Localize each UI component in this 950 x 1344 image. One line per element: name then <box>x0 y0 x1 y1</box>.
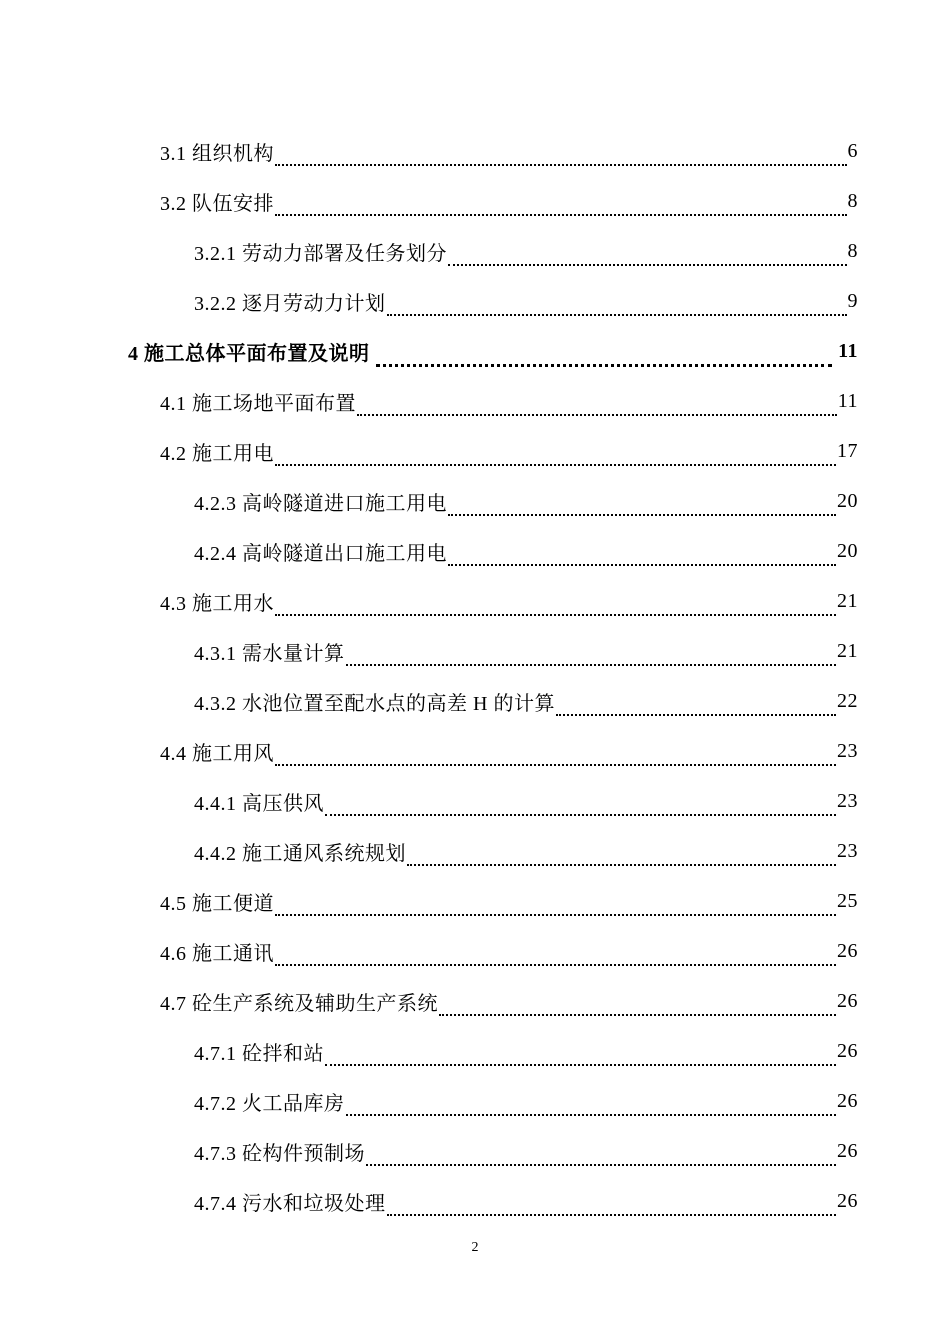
toc-entry-page: 26 <box>837 939 858 962</box>
toc-entry-page: 23 <box>837 739 858 762</box>
toc-entry-page: 26 <box>837 1139 858 1162</box>
toc-entry[interactable] <box>0 1026 858 1076</box>
toc-entry-title: 4.1 施工场地平面布置 <box>160 392 356 415</box>
toc-entry-title: 4 施工总体平面布置及说明 <box>128 342 370 365</box>
toc-dot-leader <box>325 1044 836 1066</box>
toc-entry-title: 4.4.1 高压供风 <box>194 792 324 815</box>
toc-entry-page: 9 <box>847 289 858 312</box>
toc-entry-page: 23 <box>837 839 858 862</box>
toc-entry[interactable] <box>0 826 858 876</box>
toc-entry[interactable] <box>0 126 858 176</box>
toc-dot-leader <box>439 994 836 1016</box>
toc-entry[interactable] <box>0 276 858 326</box>
toc-entry-title: 4.2.3 高岭隧道进口施工用电 <box>194 492 447 515</box>
toc-entry-page: 22 <box>837 689 858 712</box>
toc-dot-leader <box>275 594 836 616</box>
toc-entry-title: 4.4.2 施工通风系统规划 <box>194 842 406 865</box>
toc-entry-title: 3.2 队伍安排 <box>160 192 274 215</box>
toc-entry-title: 4.7.1 砼拌和站 <box>194 1042 324 1065</box>
toc-entry-title: 4.7 砼生产系统及辅助生产系统 <box>160 992 438 1015</box>
toc-dot-leader <box>325 794 836 816</box>
toc-entry-title: 4.2.4 高岭隧道出口施工用电 <box>194 542 447 565</box>
toc-dot-leader <box>448 544 836 566</box>
toc-entry[interactable] <box>0 776 858 826</box>
toc-entry-title: 4.3.2 水池位置至配水点的高差 H 的计算 <box>194 692 555 715</box>
toc-dot-leader <box>275 744 836 766</box>
toc-entry[interactable] <box>0 976 858 1026</box>
toc-dot-leader <box>387 1194 837 1216</box>
toc-dot-leader <box>376 344 833 367</box>
toc-entry-title: 4.5 施工便道 <box>160 892 274 915</box>
toc-dot-leader <box>448 244 847 266</box>
toc-entry-page: 8 <box>847 189 858 212</box>
toc-entry-page: 11 <box>838 339 858 362</box>
toc-entry-title: 3.1 组织机构 <box>160 142 274 165</box>
toc-dot-leader <box>275 194 847 216</box>
toc-entry-page: 25 <box>837 889 858 912</box>
toc-entry-page: 17 <box>837 439 858 462</box>
toc-dot-leader <box>346 644 837 666</box>
toc-entry[interactable] <box>0 1126 858 1176</box>
toc-dot-leader <box>556 694 836 716</box>
toc-entry-title: 4.2 施工用电 <box>160 442 274 465</box>
toc-entry-title: 4.3 施工用水 <box>160 592 274 615</box>
page-number: 2 <box>471 1240 479 1255</box>
toc-entry-page: 26 <box>837 1189 858 1212</box>
toc-entry[interactable] <box>0 326 858 376</box>
toc-dot-leader <box>387 294 847 316</box>
toc-dot-leader <box>448 494 836 516</box>
toc-entry-page: 26 <box>837 989 858 1012</box>
toc-entry-page: 21 <box>837 639 858 662</box>
toc-entry-title: 4.6 施工通讯 <box>160 942 274 965</box>
toc-entry-title: 4.3.1 需水量计算 <box>194 642 345 665</box>
toc-entry[interactable] <box>0 926 858 976</box>
toc-entry-page: 6 <box>847 139 858 162</box>
toc-entry-page: 26 <box>837 1089 858 1112</box>
toc-entry-page: 23 <box>837 789 858 812</box>
toc-entry-page: 11 <box>837 389 858 412</box>
toc-entry[interactable] <box>0 626 858 676</box>
toc-entry[interactable] <box>0 226 858 276</box>
toc-entry-page: 26 <box>837 1039 858 1062</box>
toc-entry-page: 8 <box>847 239 858 262</box>
toc-entry-page: 20 <box>837 539 858 562</box>
toc-entry[interactable] <box>0 426 858 476</box>
toc-entry-page: 20 <box>837 489 858 512</box>
toc-entry[interactable] <box>0 676 858 726</box>
toc-entry-title: 3.2.1 劳动力部署及任务划分 <box>194 242 447 265</box>
toc-dot-leader <box>366 1144 836 1166</box>
table-of-contents <box>0 126 950 1226</box>
toc-dot-leader <box>275 444 836 466</box>
toc-entry-title: 4.7.2 火工品库房 <box>194 1092 345 1115</box>
toc-entry[interactable] <box>0 1076 858 1126</box>
toc-entry-page: 21 <box>837 589 858 612</box>
toc-entry[interactable] <box>0 526 858 576</box>
toc-dot-leader <box>346 1094 837 1116</box>
toc-entry[interactable] <box>0 376 858 426</box>
toc-entry[interactable] <box>0 576 858 626</box>
toc-dot-leader <box>275 144 847 166</box>
toc-entry-title: 4.7.3 砼构件预制场 <box>194 1142 365 1165</box>
toc-entry[interactable] <box>0 876 858 926</box>
toc-entry[interactable] <box>0 176 858 226</box>
toc-entry-title: 4.4 施工用风 <box>160 742 274 765</box>
toc-dot-leader <box>407 844 836 866</box>
toc-dot-leader <box>357 394 837 416</box>
toc-dot-leader <box>275 894 836 916</box>
toc-entry[interactable] <box>0 476 858 526</box>
toc-entry[interactable] <box>0 726 858 776</box>
toc-entry-title: 4.7.4 污水和垃圾处理 <box>194 1192 386 1215</box>
toc-dot-leader <box>275 944 836 966</box>
toc-entry-title: 3.2.2 逐月劳动力计划 <box>194 292 386 315</box>
toc-entry[interactable] <box>0 1176 858 1226</box>
